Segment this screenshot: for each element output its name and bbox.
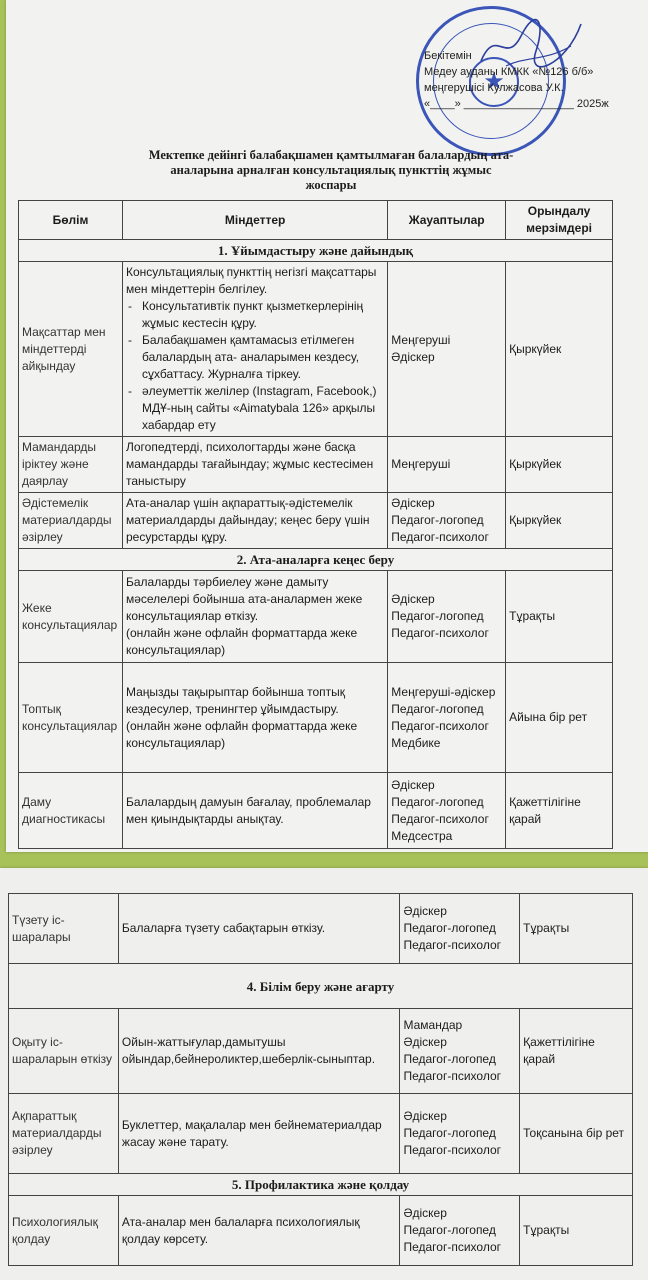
- tasks-cell: [122, 571, 387, 663]
- title-line: аналарына арналған консультациялық пункттің жұмыс: [170, 163, 492, 177]
- column-header: Жауаптылар: [388, 201, 506, 240]
- table-header-row: [19, 201, 613, 240]
- responsible-item: Педагог-логопед: [403, 1126, 496, 1140]
- section-cell: Әдістемелік материалдарды әзірлеу: [19, 493, 123, 549]
- section-cell: Оқыту іс-шараларын өткізу: [9, 1009, 119, 1094]
- approval-block: [424, 48, 609, 112]
- table-row: [19, 663, 613, 773]
- table-row: [9, 1009, 633, 1094]
- responsible-item: Әдіскер: [391, 350, 435, 364]
- tasks-text: Балаларды тәрбиелеу және дамыту мәселелері бойынша ата-аналармен жеке консультациялар өткізу.: [125, 575, 363, 623]
- tasks-cell: Балаларға түзету сабақтарын өткізу.: [118, 894, 400, 964]
- deadline-cell: Қыркүйек: [506, 493, 613, 549]
- responsible-cell: [388, 773, 506, 849]
- responsible-cell: [400, 1196, 520, 1266]
- responsible-item: Әдіскер: [403, 1206, 447, 1220]
- approve-line: меңгерушісі Кулжасова У.К.: [424, 82, 564, 94]
- deadline-cell: Қыркүйек: [506, 437, 613, 493]
- responsible-item: Медбике: [391, 735, 441, 750]
- plan-table-part2: [8, 893, 633, 1266]
- responsible-cell: [400, 894, 520, 964]
- column-header: Міндеттер: [122, 201, 387, 240]
- list-item: - әлеуметтік желілер (Instagram, Facebook,) МДҰ-ның сайты «Aimatybala 126» арқылы хабардар ету: [142, 383, 384, 434]
- deadline-cell: Қыркүйек: [506, 262, 613, 437]
- responsible-item: Мамандар: [403, 1018, 463, 1032]
- responsible-item: Әдіскер: [403, 1035, 447, 1049]
- section-cell: Жеке консультациялар: [19, 571, 123, 663]
- tasks-cell: Логопедтерді, психологтарды және басқа мамандарды тағайындау; жұмыс кестесімен таныстыру: [122, 437, 387, 493]
- table-row: [19, 571, 613, 663]
- table-row: [9, 894, 633, 964]
- tasks-cell: Ата-аналар үшін ақпараттық-әдістемелік материалдарды дайындау; кеңес беру үшін ресурстарды құру.: [122, 493, 387, 549]
- responsible-item: Педагог-психолог: [391, 811, 489, 826]
- approve-line: «____» __________________ 2025ж: [424, 98, 609, 110]
- tasks-cell: Ата-аналар мен балаларға психологиялық қолдау көрсету.: [118, 1196, 400, 1266]
- section-cell: Даму диагностикасы: [19, 773, 123, 849]
- responsible-item: Әдіскер: [391, 592, 435, 606]
- title-line: жоспары: [305, 178, 357, 192]
- deadline-cell: Қажеттілігіне қарай: [506, 773, 613, 849]
- responsible-item: Меңгеруші-әдіскер: [391, 684, 496, 699]
- list-item: - Балабақшамен қамтамасыз етілмеген балалардың ата- аналарымен кездесу, сұхбаттасу. Журналға тіркеу.: [142, 332, 384, 383]
- page-title: [116, 148, 546, 193]
- table-row: [19, 262, 613, 437]
- section-heading: 1. Ұйымдастыру және дайындық: [19, 240, 613, 262]
- approve-line: Медеу ауданы КМКК «№126 б/б»: [424, 66, 594, 78]
- responsible-cell: [388, 571, 506, 663]
- list-item: - Консультативтік пункт қызметкерлерінің жұмыс кестесін құру.: [142, 298, 384, 332]
- deadline-cell: Қажеттілігіне қарай: [520, 1009, 633, 1094]
- section-cell: Мақсаттар мен міндеттерді айқындау: [19, 262, 123, 437]
- column-header: Орындалу мерзімдері: [506, 201, 613, 240]
- section-heading: 4. Білім беру және ағарту: [9, 964, 633, 1009]
- responsible-item: Педагог-психолог: [391, 626, 489, 640]
- responsible-item: Педагог-психолог: [391, 530, 489, 544]
- responsible-cell: [388, 437, 506, 493]
- table-row: [9, 1196, 633, 1266]
- tasks-cell: Ойын-жаттығулар,дамытушы ойындар,бейнероликтер,шеберлік-сыныптар.: [118, 1009, 400, 1094]
- responsible-item: Педагог-логопед: [391, 794, 484, 809]
- tasks-text: Маңызды тақырыптар бойынша топтық кездесулер, тренингтер ұйымдастыру.: [125, 684, 346, 716]
- section-heading: 5. Профилактика және қолдау: [9, 1174, 633, 1196]
- responsible-cell: [388, 262, 506, 437]
- responsible-item: Педагог-логопед: [391, 701, 484, 716]
- responsible-item: Педагог-логопед: [403, 1223, 496, 1237]
- table-row: [19, 437, 613, 493]
- deadline-cell: Тоқсанына бір рет: [520, 1094, 633, 1174]
- tasks-text: Консультациялық пункттің негізгі мақсаттары мен міндеттерін белгілеу.: [125, 265, 377, 296]
- tasks-note: (онлайн және офлайн форматтарда жеке консультациялар): [125, 626, 358, 657]
- responsible-item: Меңгеруші: [391, 457, 451, 471]
- responsible-item: Педагог-психолог: [391, 718, 489, 733]
- deadline-cell: Айына бір рет: [506, 663, 613, 773]
- section-cell: Ақпараттық материалдарды әзірлеу: [9, 1094, 119, 1174]
- column-header: Бөлім: [19, 201, 123, 240]
- deadline-cell: Тұрақты: [506, 571, 613, 663]
- responsible-cell: [400, 1094, 520, 1174]
- responsible-item: Педагог-логопед: [403, 1052, 496, 1066]
- responsible-item: Педагог-психолог: [403, 1240, 502, 1254]
- plan-table-part1: [18, 200, 613, 849]
- responsible-item: Әдіскер: [391, 496, 435, 510]
- responsible-item: Әдіскер: [403, 904, 447, 918]
- responsible-item: Педагог-логопед: [403, 921, 496, 935]
- responsible-cell: [388, 493, 506, 549]
- responsible-item: Педагог-логопед: [391, 609, 484, 623]
- section-cell: Түзету іс-шаралары: [9, 894, 119, 964]
- responsible-cell: [388, 663, 506, 773]
- table-row: [19, 773, 613, 849]
- title-line: Мектепке дейінгі балабақшамен қамтылмаған балалардың ата-: [148, 148, 514, 162]
- tasks-cell: Балалардың дамуын бағалау, проблемалар мен қиындықтарды анықтау.: [122, 773, 387, 849]
- deadline-cell: Тұрақты: [520, 894, 633, 964]
- responsible-cell: [400, 1009, 520, 1094]
- responsible-item: Меңгеруші: [391, 333, 451, 347]
- section-cell: Психологиялық қолдау: [9, 1196, 119, 1266]
- table-row: [19, 493, 613, 549]
- responsible-item: Педагог-психолог: [403, 1069, 502, 1083]
- table-row: [9, 1094, 633, 1174]
- tasks-list: [126, 298, 384, 434]
- tasks-note: (онлайн және офлайн форматтарда жеке консультациялар): [125, 718, 358, 750]
- responsible-item: Педагог-психолог: [403, 938, 502, 952]
- tasks-cell: [122, 262, 387, 437]
- responsible-item: Педагог-логопед: [391, 513, 484, 527]
- deadline-cell: Тұрақты: [520, 1196, 633, 1266]
- section-heading: 2. Ата-аналарға кеңес беру: [19, 549, 613, 571]
- responsible-item: Әдіскер: [391, 777, 435, 792]
- tasks-cell: Буклеттер, мақалалар мен бейнематериалдар жасау және тарату.: [118, 1094, 400, 1174]
- responsible-item: Педагог-психолог: [403, 1143, 502, 1157]
- tasks-cell: [122, 663, 387, 773]
- responsible-item: Медсестра: [391, 828, 453, 843]
- approve-line: Бекітемін: [424, 50, 472, 62]
- responsible-item: Әдіскер: [403, 1109, 447, 1123]
- section-cell: Топтық консультациялар: [19, 663, 123, 773]
- section-cell: Мамандарды іріктеу және даярлау: [19, 437, 123, 493]
